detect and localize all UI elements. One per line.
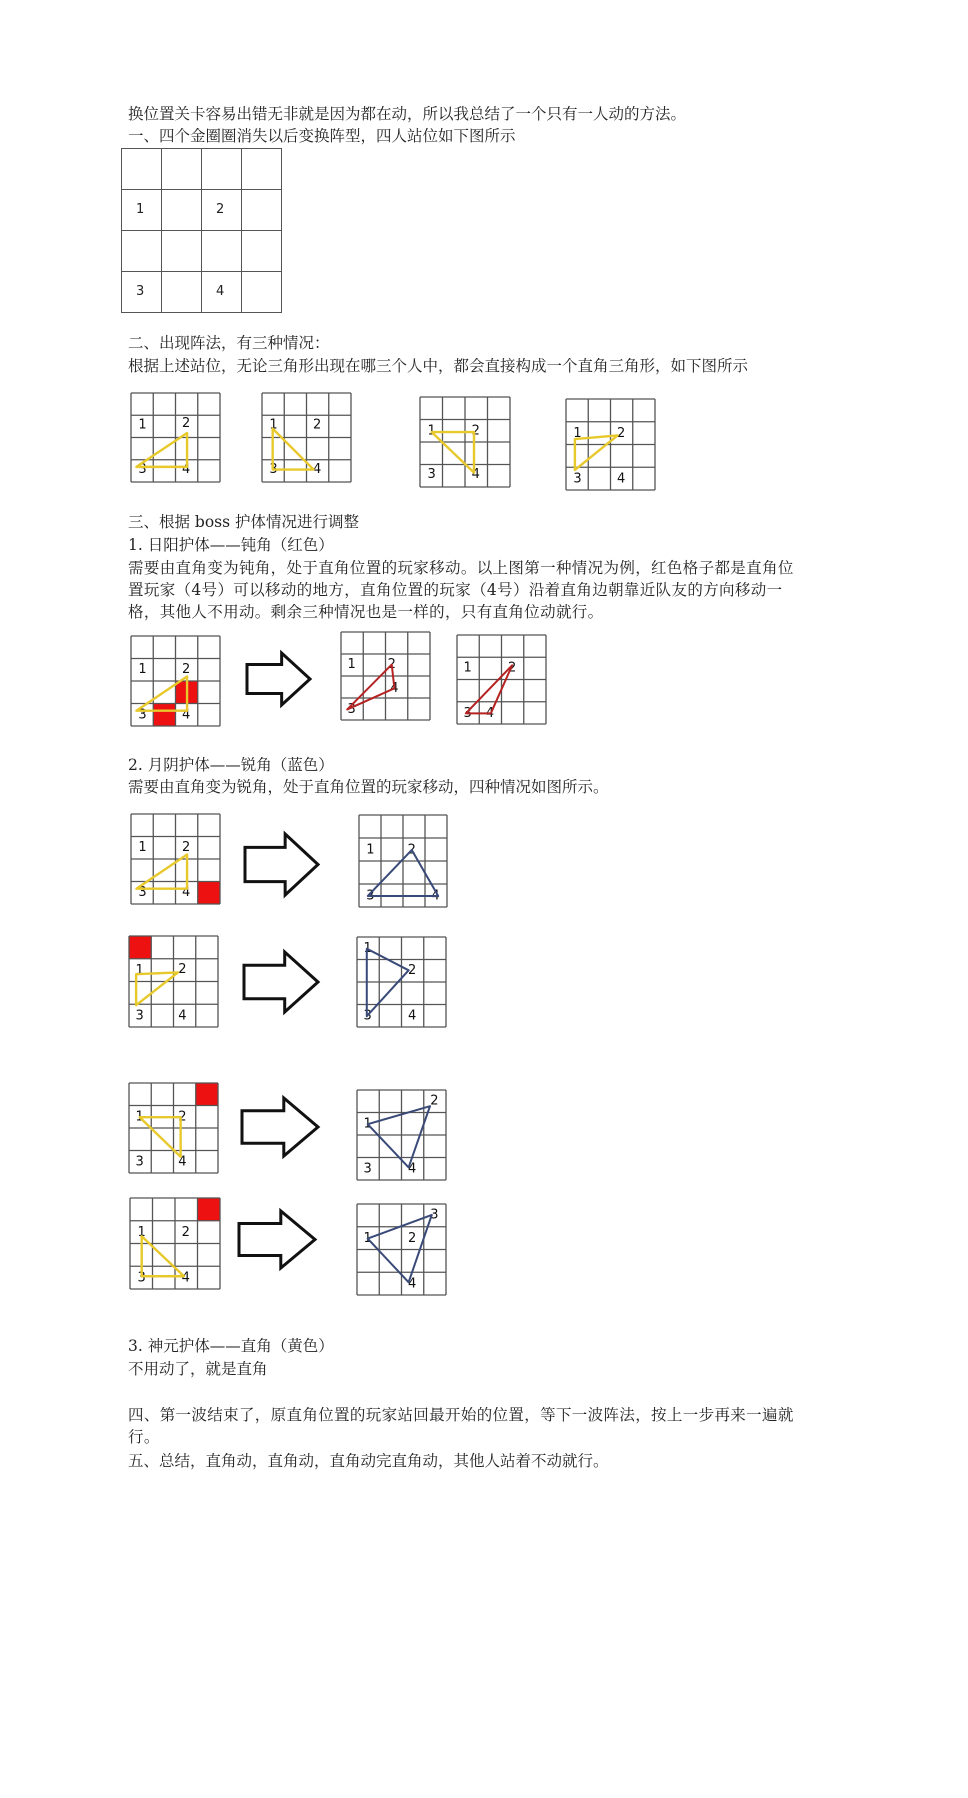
triangle: [136, 972, 178, 1005]
player-label-p1: 1: [138, 417, 147, 433]
player-label-p1: 1: [269, 417, 278, 433]
player-label-p1: 1: [363, 1116, 372, 1132]
red-cell: [153, 704, 175, 727]
triangle: [140, 1117, 181, 1157]
player-label-p1: 1: [135, 1109, 144, 1125]
red-cell: [176, 681, 198, 704]
player-label-p1: 1: [347, 657, 356, 673]
player-label-p2: 2: [430, 1093, 439, 1109]
player-label-p3: 3: [363, 1008, 372, 1024]
triangle: [368, 1215, 432, 1282]
red-cell: [129, 936, 151, 959]
player-label-p3: 3: [573, 471, 582, 487]
intro-text: 换位置关卡容易出错无非就是因为都在动，所以我总结了一个只有一人动的方法。: [128, 105, 687, 123]
triangle: [136, 677, 187, 711]
arrow-shape: [239, 1211, 315, 1268]
player-label-p2: 2: [471, 423, 480, 439]
player-label-p1: 1: [135, 963, 144, 979]
player-label-p4: 4: [617, 471, 626, 487]
subsection-2-body: 需要由直角变为锐角，处于直角位置的玩家移动，四种情况如图所示。: [128, 778, 609, 796]
arrow-acute-3: [240, 1096, 320, 1158]
player-label-p3: 3: [363, 1161, 372, 1177]
player-2-cell: 2: [202, 190, 242, 231]
player-label-p2: 2: [182, 661, 191, 677]
player-label-p3: 3: [269, 462, 278, 478]
player-label-p1: 1: [363, 1231, 372, 1247]
obtuse-after-2-grid: [442, 620, 561, 739]
acute-case-1-before: [116, 799, 235, 919]
acute-case-3-before: [114, 1068, 233, 1188]
red-cell: [196, 1083, 218, 1106]
subsection-1-body: 需要由直角变为钝角，处于直角位置的玩家移动。以上图第一种情况为例，红色格子都是直角位置玩家（4号）可以移动的地方，直角位置的玩家（4号）沿着直角边朝靠近队友的方向移动一格，其他人不用动。剩余三种情况也是一样的，只有直角位动就行。: [128, 559, 794, 621]
case-4-grid: [551, 384, 670, 505]
subsection-3-body: 不用动了，就是直角: [128, 1360, 268, 1378]
player-label-p3: 3: [430, 1207, 439, 1223]
arrow-shape: [244, 952, 318, 1012]
player-label-p2: 2: [508, 660, 517, 676]
player-label-p2: 2: [182, 839, 191, 855]
arrow-acute-2: [242, 950, 320, 1014]
triangle: [368, 1106, 430, 1167]
acute-case-4-before: [115, 1183, 235, 1304]
player-label-p1: 1: [137, 1225, 146, 1241]
player-label-p4: 4: [408, 1008, 417, 1024]
case-1-grid: [116, 378, 235, 497]
player-label-p2: 2: [617, 426, 626, 442]
player-label-p1: 1: [138, 661, 147, 677]
acute-case-4-after: [342, 1189, 461, 1310]
player-label-p3: 3: [137, 1270, 146, 1286]
player-label-p4: 4: [390, 680, 399, 696]
player-label-p2: 2: [408, 1231, 417, 1247]
player-label-p4: 4: [182, 462, 191, 478]
player-label-p2: 2: [387, 657, 396, 673]
red-cell: [198, 882, 220, 905]
acute-case-2-after: [342, 922, 461, 1042]
player-label-p1: 1: [427, 423, 436, 439]
player-label-p3: 3: [427, 466, 436, 482]
player-3-cell: 3: [122, 272, 162, 313]
subsection-1-title: 1. 日阳护体——钝角（红色）: [128, 536, 334, 554]
acute-case-3-after: [342, 1075, 461, 1195]
arrow-shape: [245, 834, 318, 895]
triangle: [136, 855, 187, 889]
obtuse-after-1-grid: [326, 617, 445, 735]
section-2-title: 二、出现阵法，有三种情况：: [128, 334, 330, 352]
formation-grid: [121, 148, 282, 313]
player-label-p4: 4: [181, 1270, 190, 1286]
player-label-p2: 2: [313, 417, 322, 433]
player-label-p4: 4: [182, 884, 191, 900]
player-label-p3: 3: [366, 888, 375, 904]
player-label-p4: 4: [471, 466, 480, 482]
triangle: [432, 432, 474, 473]
section-1-title: 一、四个金圈圈消失以后变换阵型，四人站位如下图所示: [128, 127, 516, 145]
acute-case-2-before: [114, 921, 233, 1042]
player-4-cell: 4: [202, 272, 242, 313]
obtuse-before-grid: [116, 621, 235, 741]
player-label-p1: 1: [363, 941, 372, 957]
player-label-p4: 4: [178, 1154, 187, 1170]
player-label-p3: 3: [135, 1008, 144, 1024]
arrow-shape: [242, 1098, 318, 1156]
player-label-p2: 2: [181, 1225, 190, 1241]
player-label-p2: 2: [178, 962, 187, 978]
player-label-p4: 4: [313, 462, 322, 478]
player-label-p4: 4: [408, 1276, 417, 1292]
triangle: [273, 429, 314, 470]
arrow-acute-4: [237, 1209, 317, 1270]
player-label-p1: 1: [138, 839, 147, 855]
triangle: [368, 850, 438, 896]
player-label-p2: 2: [178, 1109, 187, 1125]
player-label-p2: 2: [408, 962, 417, 978]
section-4-text: 四、第一波结束了，原直角位置的玩家站回最开始的位置，等下一波阵法，按上一步再来一遍就行。: [128, 1406, 794, 1446]
player-label-p1: 1: [463, 660, 472, 676]
case-3-grid: [405, 382, 525, 502]
triangle: [466, 665, 512, 713]
player-label-p4: 4: [431, 888, 440, 904]
triangle: [136, 433, 187, 467]
triangle: [367, 949, 409, 1017]
player-label-p4: 4: [485, 705, 495, 721]
player-label-p3: 3: [347, 701, 356, 717]
section-5-text: 五、总结，直角动，直角动，直角动完直角动，其他人站着不动就行。: [128, 1452, 609, 1470]
subsection-2-title: 2. 月阴护体——锐角（蓝色）: [128, 756, 334, 774]
triangle: [347, 665, 394, 710]
triangle: [575, 435, 618, 470]
player-1-cell: 1: [122, 190, 162, 231]
acute-case-1-after: [344, 800, 462, 922]
player-label-p3: 3: [138, 884, 147, 900]
player-label-p2: 2: [182, 415, 191, 431]
triangle: [142, 1236, 184, 1276]
subsection-3-title: 3. 神元护体——直角（黄色）: [128, 1337, 334, 1355]
red-cell: [198, 1198, 221, 1221]
player-label-p4: 4: [182, 707, 191, 723]
player-label-p1: 1: [573, 426, 582, 442]
player-label-p4: 4: [408, 1161, 417, 1177]
player-label-p3: 3: [138, 707, 147, 723]
arrow-acute-1: [243, 832, 320, 897]
player-label-p3: 3: [135, 1154, 144, 1170]
case-2-grid: [247, 378, 366, 497]
player-label-p2: 2: [407, 842, 416, 858]
section-3-title: 三、根据 boss 护体情况进行调整: [128, 513, 360, 531]
player-label-p3: 3: [138, 462, 147, 478]
section-2-body: 根据上述站位，无论三角形出现在哪三个人中，都会直接构成一个直角三角形，如下图所示: [128, 357, 749, 375]
player-label-p1: 1: [366, 842, 375, 858]
arrow-obtuse: [245, 651, 312, 707]
player-label-p3: 3: [463, 705, 472, 721]
player-label-p4: 4: [178, 1008, 187, 1024]
arrow-shape: [247, 653, 310, 705]
